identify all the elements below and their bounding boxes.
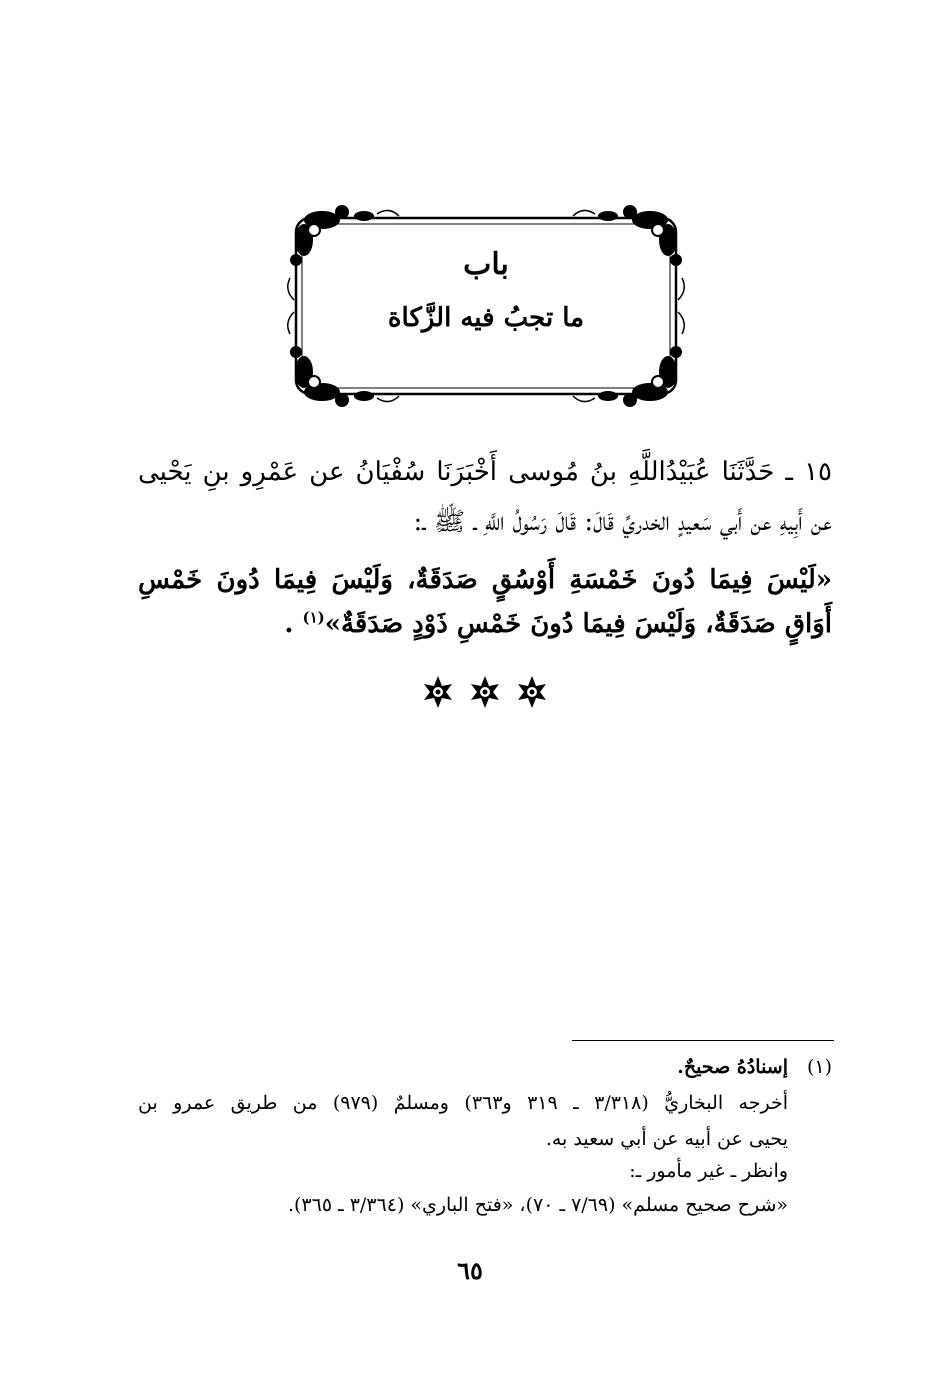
end-mark: .: [284, 609, 294, 639]
hadith-matn-line-1: «لَيْسَ فِيمَا دُونَ خَمْسَةِ أَوْسُقٍ صَدَقَةٌ، وَلَيْسَ فِيمَا دُونَ خَمْسِ: [138, 565, 832, 595]
chapter-title: ما تجبُ فيه الزَّكاة: [387, 303, 585, 333]
hadith-matn-text: أَوَاقٍ صَدَقَةٌ، وَلَيْسَ فِيمَا دُونَ خَمْسِ ذَوْدٍ صَدَقَةٌ»: [324, 609, 832, 639]
footnote-line-2: يحيى عن أبيه عن أبي سعيد به.: [545, 1128, 788, 1150]
footnote-divider: [572, 1040, 834, 1041]
footnote-line-4: «شرح صحيح مسلم» (٧/٦٩ ـ ٧٠)، «فتح الباري» (٣/٣٦٤ ـ ٣٦٥).: [287, 1194, 788, 1216]
flower-star-icon: [424, 676, 452, 708]
chapter-title-frame: [282, 198, 690, 412]
hadith-matn-line-2: [138, 604, 832, 644]
chapter-heading: باب: [463, 247, 509, 282]
footnote-title-text: إسنادُهُ صحيحٌ.: [677, 1056, 788, 1078]
flower-star-icon: [471, 676, 499, 708]
hadith-isnad-line-1: ١٥ ـ حَدَّثَنَا عُبَيْدُاللَّهِ بنُ مُوسى أَخْبَرَنَا سُفْيَانُ عن عَمْرِو بنِ يَحْيى: [138, 457, 832, 487]
hadith-isnad-line-2: عن أَبِيهِ عن أَبي سَعيدٍ الخدريِّ قَالَ: قَالَ رَسُولُ اللَّهِ ـ ﷺ ـ:: [413, 507, 832, 537]
flower-star-icon: [518, 676, 546, 708]
footnote-number: (١): [806, 1056, 832, 1078]
footnote-reference[interactable]: (١): [302, 608, 325, 627]
footnote-title: [138, 1052, 788, 1082]
section-separator: [420, 674, 550, 710]
footnote-line-1: أخرجه البخاريُّ (٣/٣١٨ ـ ٣١٩ و٣٦٣) ومسلمٌ (٩٧٩) من طريق عمرو بن: [138, 1092, 788, 1114]
page-number: ٦٥: [457, 1256, 483, 1285]
footnote-line-3: وانظر ـ غير مأمور ـ:: [629, 1160, 788, 1182]
